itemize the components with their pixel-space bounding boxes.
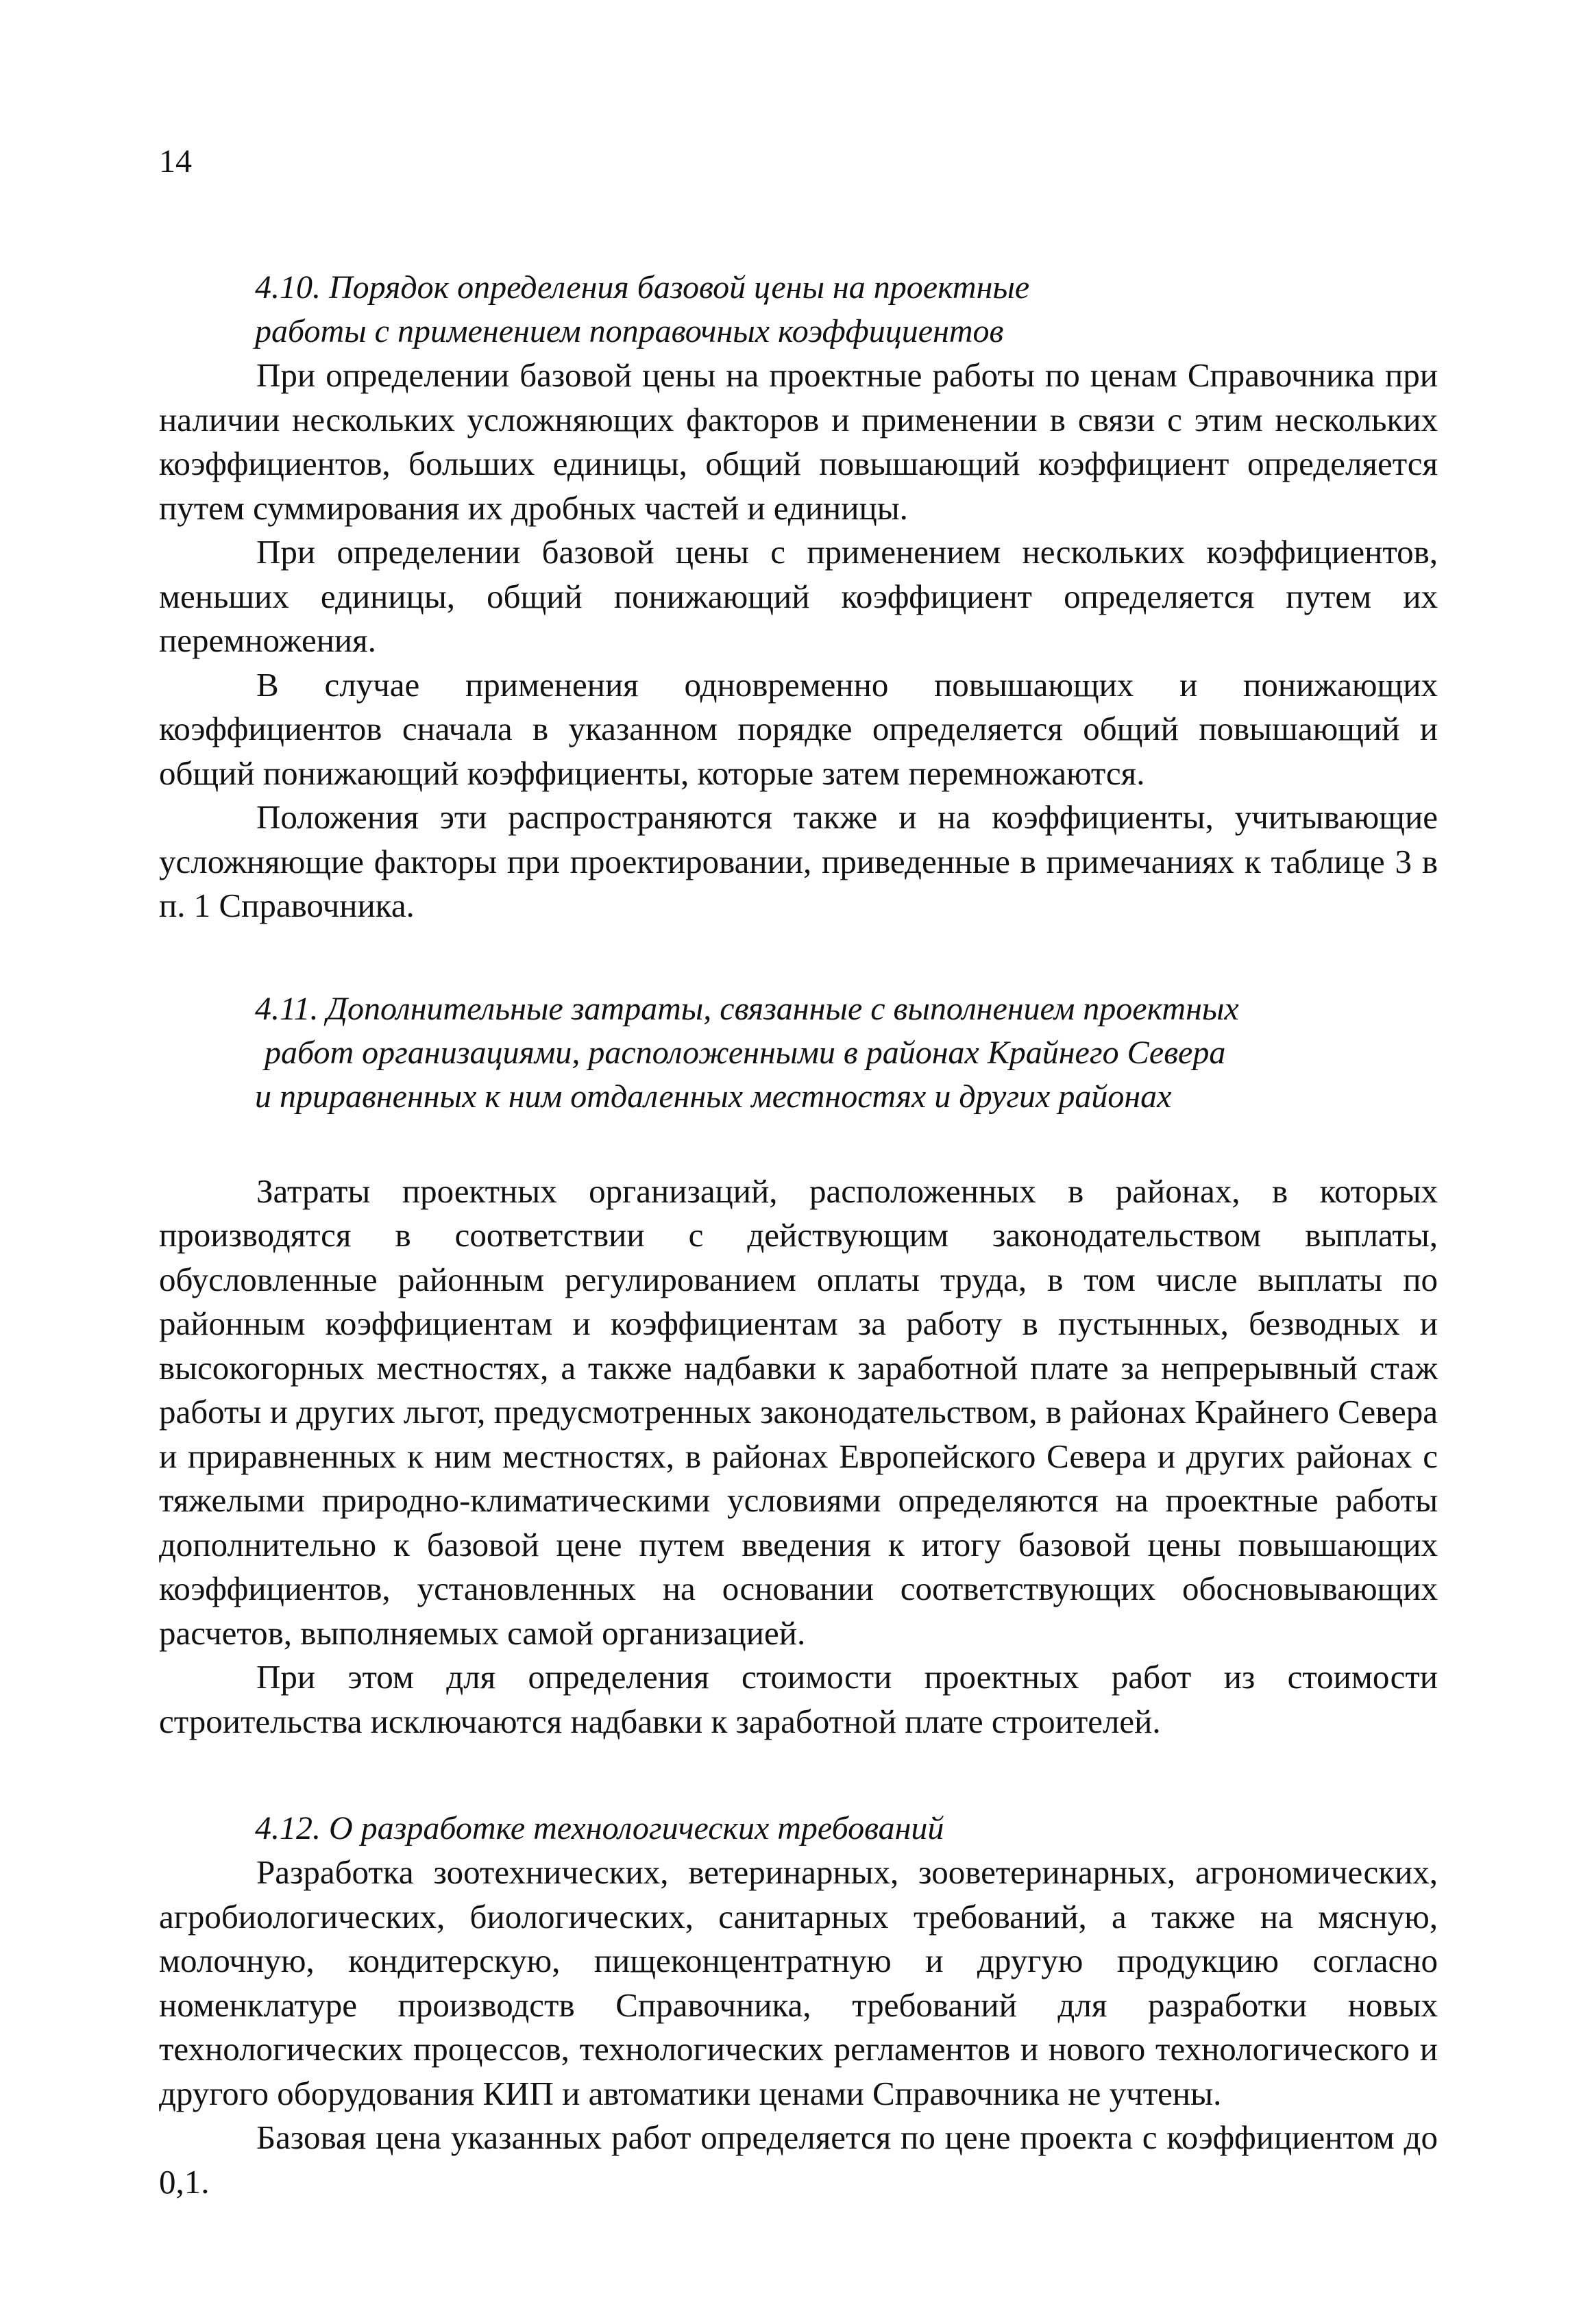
heading-line: 4.11. Дополнительные затраты, связанные с выполнением проектных (255, 990, 1239, 1027)
section-spacer (159, 928, 1438, 987)
paragraph: Положения эти распространяются также и на коэффициенты, учитывающие усложняющие факторы при проектировании, приведенные в примечаниях к таблице 3 в п. 1 Справочника. (159, 798, 1438, 924)
paragraph: При определении базовой цены с применением нескольких коэффициентов, меньших единицы, общий понижающий коэффициент определяется путем их перемножения. (159, 533, 1438, 659)
heading-spacer (159, 1119, 1438, 1170)
heading-line: работ организациями, расположенными в районах Крайнего Севера (265, 1034, 1226, 1071)
section-4-11 (159, 987, 1438, 1744)
section-heading (159, 1807, 1438, 1851)
page-content (159, 266, 1438, 2204)
paragraph: В случае применения одновременно повышающих и понижающих коэффициентов сначала в указанном порядке определяется общий повышающий и общий понижающий коэффициенты, которые затем перемножаются. (159, 665, 1438, 792)
heading-line: 4.12. О разработке технологических требований (255, 1810, 944, 1846)
page-number: 14 (159, 143, 192, 180)
section-heading (159, 987, 1438, 1119)
paragraph: Затраты проектных организаций, расположенных в районах, в которых производятся в соответствии с действующим законодательством выплаты, обусловленные районным регулированием оплаты труда, в том числе выплаты по районным коэффициентам и коэффициентам за работу в пустынных, безводных и высокогорных местностях, а также надбавки к заработной плате за непрерывный стаж работы и других льгот, предусмотренных законодательством, в районах Крайнего Севера и приравненных к ним местностях, в районах Европейского Севера и других районах с тяжелыми природно-климатическими условиями определяются на проектные работы дополнительно к базовой цене путем введения к итогу базовой цены повышающих коэффициентов, установленных на основании соответствующих обосновывающих расчетов, выполняемых самой организацией. (159, 1172, 1438, 1652)
paragraph: Разработка зоотехнических, ветеринарных, зооветеринарных, агрономических, агробиологических, биологических, санитарных требований, а также на мясную, молочную, кондитерскую, пищеконцентратную и другую продукцию согласно номенклатуре производств Справочника, требований для разработки новых технологических процессов, технологических регламентов и нового технологического и другого оборудования КИП и автоматики ценами Справочника не учтены. (159, 1853, 1438, 2112)
paragraph: При этом для определения стоимости проектных работ из стоимости строительства исключаются надбавки к заработной плате строителей. (159, 1658, 1438, 1740)
section-heading (159, 266, 1438, 354)
section-spacer (159, 1744, 1438, 1807)
paragraph: При определении базовой цены на проектные работы по ценам Справочника при наличии нескольких усложняющих факторов и применении в связи с этим нескольких коэффициентов, больших единицы, общий повышающий коэффициент определяется путем суммирования их дробных частей и единицы. (159, 356, 1438, 527)
heading-line: работы с применением поправочных коэффициентов (255, 313, 1004, 349)
heading-line: 4.10. Порядок определения базовой цены на проектные (255, 269, 1030, 306)
paragraph: Базовая цена указанных работ определяется по цене проекта с коэффициентом до 0,1. (159, 2118, 1438, 2201)
section-4-10 (159, 266, 1438, 928)
section-4-12 (159, 1807, 1438, 2204)
heading-line: и приравненных к ним отдаленных местностях и других районах (255, 1078, 1172, 1115)
